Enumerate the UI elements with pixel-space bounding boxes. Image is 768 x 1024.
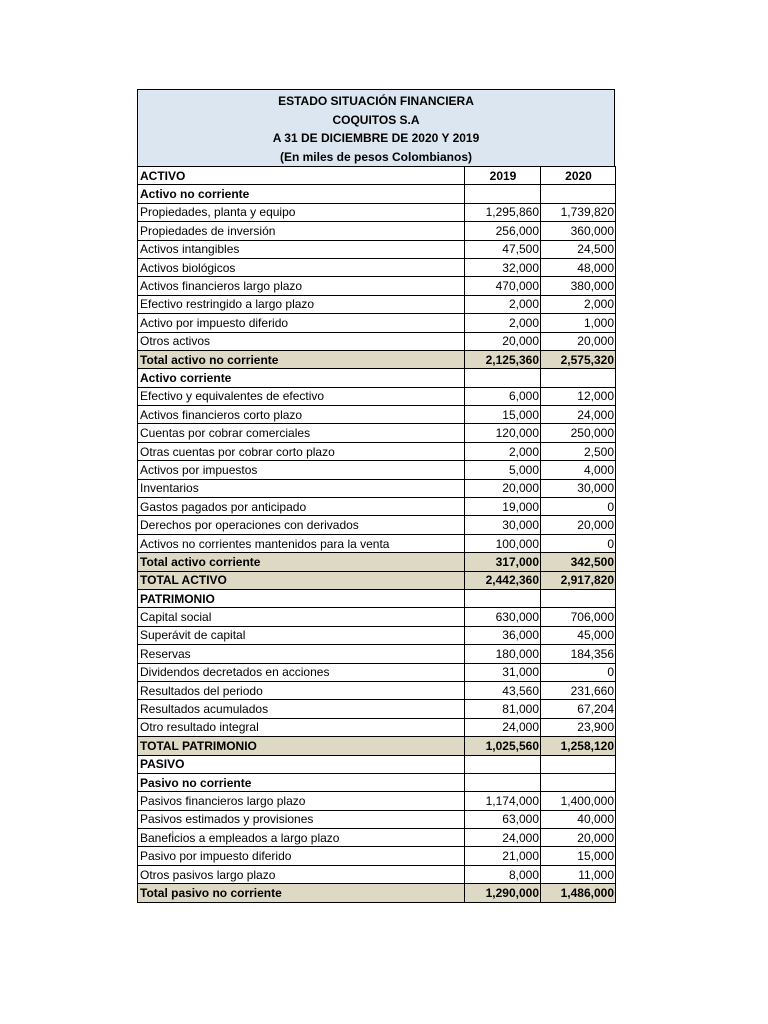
value-2019: 180,000: [465, 645, 541, 663]
table-row: [138, 865, 616, 883]
value-2019: 2,000: [465, 314, 541, 332]
table-row: [138, 589, 616, 607]
value-2019: [465, 589, 541, 607]
statement-date: A 31 DE DICIEMBRE DE 2020 Y 2019: [272, 131, 480, 145]
table-row: [138, 442, 616, 460]
row-label: Propiedades, planta y equipo: [138, 203, 465, 221]
value-2020: [541, 755, 616, 773]
value-2019: 21,000: [465, 847, 541, 865]
table-row: [138, 681, 616, 699]
row-label: Efectivo restringido a largo plazo: [138, 295, 465, 313]
value-2020: 1,000: [541, 314, 616, 332]
row-label: Efectivo y equivalentes de efectivo: [138, 387, 465, 405]
row-label: TOTAL PATRIMONIO: [138, 737, 465, 755]
value-2019: 31,000: [465, 663, 541, 681]
table-row: [138, 461, 616, 479]
row-label: Activos financieros largo plazo: [138, 277, 465, 295]
row-label: PASIVO: [138, 755, 465, 773]
table-row: [138, 424, 616, 442]
table-row: [138, 792, 616, 810]
column-header-row: [138, 167, 616, 185]
row-label: Resultados acumulados: [138, 700, 465, 718]
table-row: [138, 350, 616, 368]
value-2019: 24,000: [465, 718, 541, 736]
value-2020: 67,204: [541, 700, 616, 718]
value-2019: 36,000: [465, 626, 541, 644]
company-name: COQUITOS S.A: [332, 112, 420, 127]
table-row: [138, 773, 616, 791]
row-label: Derechos por operaciones con derivados: [138, 516, 465, 534]
value-2020: 342,500: [541, 553, 616, 571]
value-2020: 1,739,820: [541, 203, 616, 221]
table-row: [138, 387, 616, 405]
table-row: [138, 295, 616, 313]
value-2019: 100,000: [465, 534, 541, 552]
value-2019: 6,000: [465, 387, 541, 405]
row-label: Dividendos decretados en acciones: [138, 663, 465, 681]
value-2020: 24,500: [541, 240, 616, 258]
value-2020: 0: [541, 534, 616, 552]
row-label: Total activo no corriente: [138, 350, 465, 368]
value-2019: 256,000: [465, 222, 541, 240]
value-2020: 2,000: [541, 295, 616, 313]
balance-table: [137, 166, 616, 903]
row-label: Pasivo no corriente: [138, 773, 465, 791]
row-label: Otros pasivos largo plazo: [138, 865, 465, 883]
value-2019: 8,000: [465, 865, 541, 883]
value-2019: 2,000: [465, 442, 541, 460]
table-row: [138, 185, 616, 203]
value-2020: 2,917,820: [541, 571, 616, 589]
statement-title: ESTADO SITUACIÓN FINANCIERA: [278, 94, 474, 108]
table-row: [138, 203, 616, 221]
value-2019: 47,500: [465, 240, 541, 258]
value-2020: [541, 185, 616, 203]
row-label: Otros activos: [138, 332, 465, 350]
row-label: Activo por impuesto diferido: [138, 314, 465, 332]
value-2020: 380,000: [541, 277, 616, 295]
table-row: [138, 516, 616, 534]
value-2020: [541, 773, 616, 791]
row-label: TOTAL ACTIVO: [138, 571, 465, 589]
value-2020: 23,900: [541, 718, 616, 736]
table-row: [138, 847, 616, 865]
table-row: [138, 534, 616, 552]
value-2020: [541, 589, 616, 607]
table-row: [138, 829, 616, 847]
row-label: Capital social: [138, 608, 465, 626]
table-row: [138, 258, 616, 276]
row-label: Activo no corriente: [138, 185, 465, 203]
row-label: Banefi̇cios a empleados a largo plazo: [138, 829, 465, 847]
value-2019: [465, 185, 541, 203]
value-2020: 12,000: [541, 387, 616, 405]
table-row: [138, 718, 616, 736]
value-2020: 1,486,000: [541, 884, 616, 902]
table-row: [138, 314, 616, 332]
value-2019: [465, 755, 541, 773]
statement-header: [137, 89, 615, 166]
value-2020: 20,000: [541, 516, 616, 534]
value-2020: 1,400,000: [541, 792, 616, 810]
value-2020: 250,000: [541, 424, 616, 442]
value-2020: 45,000: [541, 626, 616, 644]
row-label: Total activo corriente: [138, 553, 465, 571]
row-label: Activo corriente: [138, 369, 465, 387]
table-row: [138, 479, 616, 497]
value-2019: 24,000: [465, 829, 541, 847]
value-2019: 20,000: [465, 479, 541, 497]
table-row: [138, 645, 616, 663]
value-2019: 20,000: [465, 332, 541, 350]
table-row: [138, 608, 616, 626]
value-2020: 11,000: [541, 865, 616, 883]
row-label: Cuentas por cobrar comerciales: [138, 424, 465, 442]
value-2019: [465, 369, 541, 387]
value-2019: 2,000: [465, 295, 541, 313]
row-label: Otras cuentas por cobrar corto plazo: [138, 442, 465, 460]
row-label: Pasivos estimados y provisiones: [138, 810, 465, 828]
value-2020: [541, 369, 616, 387]
value-2019: 2,442,360: [465, 571, 541, 589]
value-2019: 43,560: [465, 681, 541, 699]
value-2020: 24,000: [541, 406, 616, 424]
value-2020: 184,356: [541, 645, 616, 663]
column-header-2019: 2019: [465, 167, 541, 185]
row-label: Resultados del periodo: [138, 681, 465, 699]
value-2020: 40,000: [541, 810, 616, 828]
value-2019: 19,000: [465, 498, 541, 516]
row-label: Pasivo por impuesto diferido: [138, 847, 465, 865]
table-row: [138, 332, 616, 350]
value-2020: 360,000: [541, 222, 616, 240]
row-label: Pasivos financieros largo plazo: [138, 792, 465, 810]
value-2019: 1,174,000: [465, 792, 541, 810]
value-2020: 4,000: [541, 461, 616, 479]
value-2019: 1,290,000: [465, 884, 541, 902]
table-row: [138, 406, 616, 424]
value-2020: 706,000: [541, 608, 616, 626]
row-label: Activos por impuestos: [138, 461, 465, 479]
row-label: Activos intangibles: [138, 240, 465, 258]
value-2020: 20,000: [541, 829, 616, 847]
column-header-2020: 2020: [541, 167, 616, 185]
value-2020: 1,258,120: [541, 737, 616, 755]
table-row: [138, 663, 616, 681]
table-row: [138, 810, 616, 828]
value-2019: 32,000: [465, 258, 541, 276]
value-2020: 15,000: [541, 847, 616, 865]
value-2019: 470,000: [465, 277, 541, 295]
row-label: Propiedades de inversión: [138, 222, 465, 240]
value-2019: 63,000: [465, 810, 541, 828]
row-label: PATRIMONIO: [138, 589, 465, 607]
value-2019: 317,000: [465, 553, 541, 571]
table-row: [138, 553, 616, 571]
row-label: Total pasivo no corriente: [138, 884, 465, 902]
currency-note: (En miles de pesos Colombianos): [279, 149, 473, 164]
table-row: [138, 626, 616, 644]
value-2020: 30,000: [541, 479, 616, 497]
row-label: Activos financieros corto plazo: [138, 406, 465, 424]
value-2019: 120,000: [465, 424, 541, 442]
value-2020: 20,000: [541, 332, 616, 350]
section-label-activo: ACTIVO: [138, 167, 465, 185]
row-label: Activos no corrientes mantenidos para la venta: [138, 534, 465, 552]
row-label: Gastos pagados por anticipado: [138, 498, 465, 516]
value-2019: 81,000: [465, 700, 541, 718]
table-row: [138, 277, 616, 295]
value-2020: 2,575,320: [541, 350, 616, 368]
table-row: [138, 498, 616, 516]
table-row: [138, 884, 616, 902]
value-2019: 1,025,560: [465, 737, 541, 755]
row-label: Reservas: [138, 645, 465, 663]
value-2019: 5,000: [465, 461, 541, 479]
table-row: [138, 222, 616, 240]
value-2019: 2,125,360: [465, 350, 541, 368]
value-2020: 48,000: [541, 258, 616, 276]
value-2020: 0: [541, 498, 616, 516]
table-row: [138, 755, 616, 773]
value-2019: 15,000: [465, 406, 541, 424]
table-row: [138, 240, 616, 258]
financial-statement: [137, 89, 615, 903]
table-row: [138, 737, 616, 755]
table-row: [138, 369, 616, 387]
row-label: Superávit de capital: [138, 626, 465, 644]
value-2019: 1,295,860: [465, 203, 541, 221]
row-label: Inventarios: [138, 479, 465, 497]
value-2019: [465, 773, 541, 791]
row-label: Otro resultado integral: [138, 718, 465, 736]
value-2019: 630,000: [465, 608, 541, 626]
value-2020: 2,500: [541, 442, 616, 460]
value-2019: 30,000: [465, 516, 541, 534]
table-row: [138, 700, 616, 718]
value-2020: 0: [541, 663, 616, 681]
row-label: Activos biológicos: [138, 258, 465, 276]
table-row: [138, 571, 616, 589]
value-2020: 231,660: [541, 681, 616, 699]
